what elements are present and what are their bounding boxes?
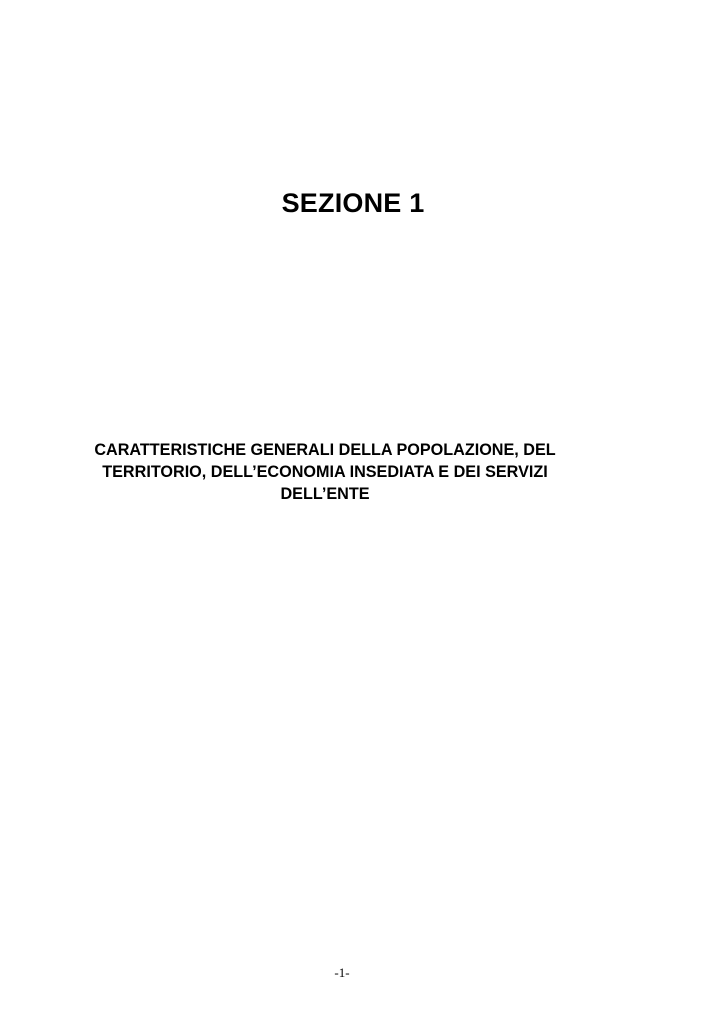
subtitle-line-3: DELL’ENTE — [280, 485, 370, 503]
page-number: -1- — [334, 965, 350, 980]
section-subtitle — [40, 439, 610, 505]
subtitle-line-2: TERRITORIO, DELL’ECONOMIA INSEDIATA E DEI SERVIZI — [102, 463, 548, 481]
subtitle-line-1: CARATTERISTICHE GENERALI DELLA POPOLAZIONE, DEL — [94, 441, 556, 459]
section-title: SEZIONE 1 — [281, 188, 425, 218]
